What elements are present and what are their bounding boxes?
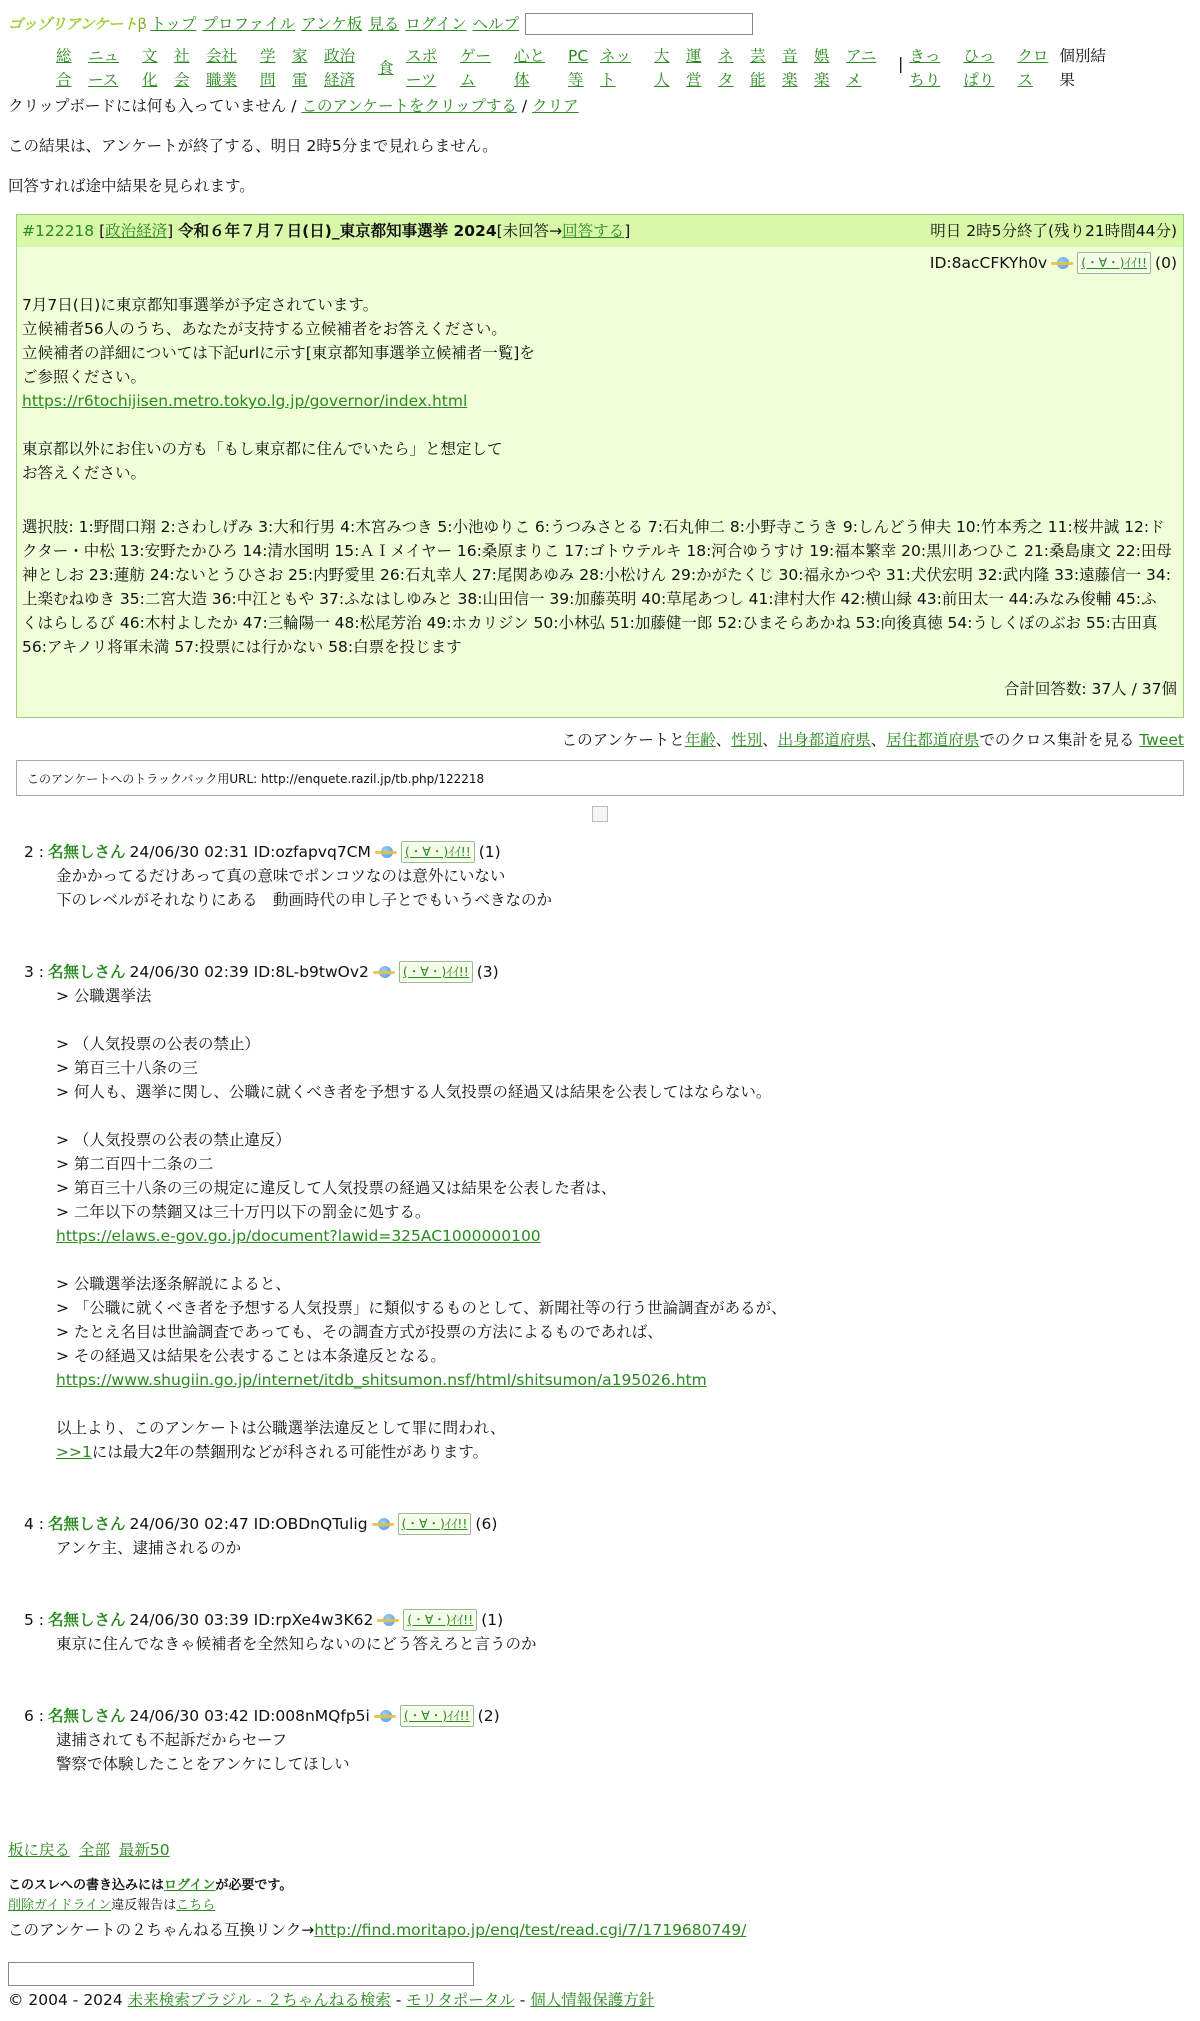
category-link[interactable]: ひっぱり [963, 47, 995, 89]
survey-status-prefix: [未回答→ [496, 222, 563, 240]
category-item [963, 44, 1007, 92]
survey-header: #122218 [政治経済] 令和６年７月７日(日)_東京都知事選挙 2024[未回答→回答する] 明日 2時5分終了(残り21時間44分) [17, 215, 1183, 247]
category-link[interactable]: クロス [1017, 47, 1049, 89]
credit-link-privacy[interactable]: 個人情報保護方針 [530, 1991, 655, 2009]
clipboard-line [8, 94, 579, 118]
category-link[interactable]: 社会 [174, 47, 190, 89]
survey-author-id: ID:8acCFKYh0v [929, 254, 1048, 272]
ii-button-label[interactable]: (・∀・)ｲｲ!! [403, 1708, 470, 1723]
trackback-url-box: このアンケートへのトラックバック用URL: http://enquete.razil.jp/tb.php/122218 [16, 760, 1184, 796]
response-number: 4 : [24, 1515, 45, 1533]
ii-count: (1) [478, 843, 501, 861]
cross-birthplace-link[interactable]: 出身都道府県 [777, 731, 871, 749]
response-number: 3 : [24, 963, 45, 981]
response-header [24, 840, 1174, 864]
nav-view-link[interactable]: 見る [368, 15, 400, 33]
category-item [568, 44, 590, 92]
report-prefix: 違反報告は [111, 1898, 177, 1913]
globe-icon [374, 1710, 396, 1722]
category-item [909, 44, 953, 92]
globe-icon [373, 966, 395, 978]
response-author: 名無しさん [48, 1707, 126, 1725]
survey-choices: 選択肢: 1:野間口翔 2:さわしげみ 3:大和行男 4:木宮みつき 5:小池ゆりこ 6:うつみさとる 7:石丸伸二 8:小野寺こうき 9:しんどう伸夫 10:竹本秀之 11:桜井誠 12:ドクター・中松 13:安野たかひろ 14:清水国明 15:ＡＩメイヤー 16:桑原まりこ 17:ゴトウテルキ 18:河合ゆうすけ 19:福本繁幸 20:黒川あつひこ 21:桑島康文 22:田母神としお 23:蓮舫 24:ないとうひさお 25:内野愛里 26:石丸幸人 27:尾関あゆみ 28:小松けん 29:かがたくじ 30:福永かつや 31:犬伏宏明 32:武内隆 33:遠藤信一 34:上楽むねゆき 35:二宮大造 36:中江ともや 37:ふなはしゆみと 38:山田信一 39:加藤英明 40:草尾あつし 41:津村大作 42:横山緑 43:前田太一 44:みなみ俊輔 45:ふくはらしるび 46:木村よしたか 47:三輪陽一 48:松尾芳治 49:ホカリジン 50:小林弘 51:加藤健一郎 52:ひまそらあかね 53:向後真徳 54:うしくぼのぶお 55:古田真 56:アキノリ将軍未満 57:投票には行かない 58:白票を投じます [22, 518, 1172, 656]
survey-box [16, 214, 1184, 718]
response-item [24, 960, 1174, 1464]
response-line: > （人気投票の公表の禁止） [56, 1035, 260, 1053]
answer-link[interactable]: 回答する [562, 222, 625, 240]
globe-icon [1051, 257, 1073, 269]
category-link[interactable]: PC等 [568, 47, 589, 89]
response-item [24, 1608, 1174, 1656]
category-link[interactable]: ネタ [718, 47, 734, 89]
response-number: 6 : [24, 1707, 45, 1725]
category-link[interactable]: きっちり [909, 47, 941, 89]
response-line: > （人気投票の公表の禁止違反） [56, 1131, 291, 1149]
category-link[interactable]: ネット [600, 47, 632, 89]
category-link[interactable]: 政治経済 [324, 47, 356, 89]
response-meta: 24/06/30 03:42 ID:008nMQfp5i [129, 1707, 370, 1725]
ii-button[interactable] [399, 961, 473, 983]
response-body [56, 984, 1174, 1464]
category-link[interactable]: 食 [378, 59, 394, 77]
survey-category-link[interactable]: 政治経済 [105, 222, 168, 240]
category-item: 個別結果 [1059, 47, 1106, 89]
globe-icon [372, 1518, 394, 1530]
tweet-link[interactable]: Tweet [1139, 731, 1184, 749]
footer-login-link[interactable]: ログイン [164, 1878, 216, 1893]
response-body [56, 1632, 1174, 1656]
ii-button[interactable] [400, 1705, 474, 1727]
response-line: > 公職選挙法逐条解説によると、 [56, 1275, 291, 1293]
category-link[interactable]: ニュース [88, 47, 120, 89]
category-link[interactable]: 運営 [686, 47, 702, 89]
survey-deadline: 明日 2時5分終了(残り21時間44分) [930, 222, 1177, 240]
category-item [750, 44, 772, 92]
category-link[interactable]: スポーツ [406, 47, 438, 89]
response-line: > その経過又は結果を公表することは本条違反となる。 [56, 1347, 446, 1365]
compat-prefix: このアンケートの２ちゃんねる互換リンク→ [8, 1921, 315, 1939]
search-input[interactable] [525, 13, 753, 35]
response-line: 東京に住んでなきゃ候補者を全然知らないのにどう答えろと言うのか [56, 1635, 537, 1653]
survey-status-suffix: ] [624, 222, 631, 240]
globe-icon [377, 1614, 399, 1626]
category-item [514, 44, 558, 92]
category-item [292, 44, 314, 92]
category-link[interactable]: 芸能 [750, 47, 766, 89]
category-link[interactable]: アニメ [846, 47, 877, 89]
cross-gender-link[interactable]: 性別 [731, 731, 763, 749]
compat-link[interactable]: http://find.moritapo.jp/enq/test/read.cgi/7/1719680749/ [314, 1921, 747, 1939]
cross-tab-suffix: でのクロス集計を見る [979, 731, 1135, 749]
category-link[interactable]: 学問 [260, 47, 276, 89]
response-line: 以上より、このアンケートは公職選挙法違反として罪に問われ、 [56, 1419, 506, 1437]
guideline-line [8, 1896, 215, 1916]
response-url-link[interactable]: https://www.shugiin.go.jp/internet/itdb_shitsumon.nsf/html/shitsumon/a195026.htm [56, 1371, 707, 1389]
nav-top-link[interactable]: トップ [150, 15, 197, 33]
login-required-prefix: このスレへの書き込みには [8, 1878, 165, 1893]
response-line [56, 1248, 1174, 1272]
survey-number: #122218 [22, 222, 95, 240]
response-header [24, 960, 1174, 984]
response-line: 金かかってるだけあって真の意味でポンコツなのは意外にいない [56, 867, 506, 885]
response-text: には最大2年の禁錮刑などが科される可能性があります。 [91, 1443, 488, 1461]
ii-button[interactable] [1077, 252, 1151, 274]
response-item [24, 840, 1174, 912]
category-item [846, 44, 890, 92]
response-line: 逮捕されても不起訴だからセーフ [56, 1731, 288, 1749]
response-header [24, 1704, 1174, 1728]
category-link[interactable]: 家電 [292, 47, 308, 89]
ii-button-label[interactable]: (・∀・)ｲｲ!! [1081, 255, 1148, 270]
ii-count: (3) [476, 963, 499, 981]
clip-survey-link[interactable]: このアンケートをクリップする [301, 97, 517, 115]
all-responses-link[interactable]: 全部 [78, 1841, 110, 1859]
category-item [56, 44, 78, 92]
description-line: 7月7日(日)に東京都知事選挙が予定されています。 [22, 296, 379, 314]
description-line: 立候補者の詳細については下記urlに示す[東京都知事選挙立候補者一覧]を [22, 344, 535, 362]
ii-button[interactable] [398, 1513, 472, 1535]
credit-sep: - [395, 1991, 402, 2009]
description-line: 東京都以外にお住いの方も「もし東京都に住んでいたら」と想定して [22, 440, 503, 458]
category-link[interactable]: 娯楽 [814, 47, 830, 89]
response-url-link[interactable]: https://elaws.e-gov.go.jp/document?lawid=325AC1000000100 [56, 1227, 541, 1245]
ii-button-label[interactable]: (・∀・)ｲｲ!! [404, 844, 471, 859]
response-line [56, 1224, 1174, 1248]
response-line: アンケ主、逮捕されるのか [56, 1539, 242, 1557]
category-item [260, 44, 282, 92]
cross-sep: 、 [870, 731, 887, 749]
response-meta: 24/06/30 03:39 ID:rpXe4w3K62 [129, 1611, 374, 1629]
ii-button-label[interactable]: (・∀・)ｲｲ!! [402, 964, 469, 979]
response-line: > 「公職に就くべき者を予想する人気投票」に類似するものとして、新聞社等の行う世論調査があるが、 [56, 1299, 787, 1317]
response-line [56, 1440, 1174, 1464]
category-item [686, 44, 708, 92]
ii-button[interactable] [401, 841, 475, 863]
category-link[interactable]: 音楽 [782, 47, 798, 89]
compat-link-line [8, 1918, 746, 1942]
response-number: 5 : [24, 1611, 45, 1629]
response-line [56, 1368, 1174, 1392]
cross-tab-line [562, 728, 1184, 752]
category-item [174, 44, 196, 92]
category-item [88, 44, 132, 92]
response-line [56, 1104, 1174, 1128]
category-link[interactable]: 心と体 [514, 47, 546, 89]
category-link[interactable]: 会社職業 [206, 47, 238, 89]
response-line: 警察で体験したことをアンケにしてほしい [56, 1755, 350, 1773]
nav-login-link[interactable]: ログイン [405, 15, 467, 33]
category-link[interactable]: 大人 [654, 47, 670, 89]
response-meta: 24/06/30 02:39 ID:8L-b9twOv2 [129, 963, 369, 981]
response-author: 名無しさん [48, 963, 126, 981]
login-required-suffix: が必要です。 [215, 1878, 293, 1893]
candidate-list-url[interactable]: https://r6tochijisen.metro.tokyo.lg.jp/governor/index.html [22, 392, 468, 410]
category-item [1017, 44, 1049, 92]
credit-link-search[interactable]: 未来検索ブラジル - ２ちゃんねる検索 [127, 1991, 391, 2009]
cross-sep: 、 [715, 731, 732, 749]
category-item [406, 44, 450, 92]
response-header [24, 1608, 1174, 1632]
survey-description [22, 293, 1172, 485]
description-line: 立候補者56人のうち、あなたが支持する立候補者をお答えください。 [22, 320, 507, 338]
response-line [56, 1008, 1174, 1032]
nav-help-link[interactable]: ヘルプ [472, 15, 519, 33]
response-line: > 二年以下の禁錮又は三十万円以下の罰金に処する。 [56, 1203, 431, 1221]
response-line: > 第百三十八条の三 [56, 1059, 198, 1077]
top-nav [8, 10, 753, 38]
clipboard-status: クリップボードには何も入っていません / [8, 97, 297, 115]
description-line: ご参照ください。 [22, 368, 147, 386]
total-answers: 合計回答数: 37人 / 37個 [1003, 680, 1177, 698]
category-item [814, 44, 836, 92]
ii-count: (2) [477, 1707, 500, 1725]
report-link[interactable]: こちら [176, 1898, 216, 1913]
response-meta: 24/06/30 02:47 ID:OBDnQTulig [129, 1515, 368, 1533]
category-nav [56, 44, 1129, 92]
broken-image-icon [592, 806, 608, 822]
response-number: 2 : [24, 843, 45, 861]
response-item [24, 1512, 1174, 1560]
credit-link-portal[interactable]: モリタポータル [406, 1991, 515, 2009]
survey-title: 令和６年７月７日(日)_東京都知事選挙 2024 [178, 222, 497, 240]
response-line: 下のレベルがそれなりにある 動画時代の申し子とでもいうべきなのか [56, 891, 553, 909]
category-item [460, 44, 504, 92]
category-item [206, 44, 250, 92]
response-header [24, 1512, 1174, 1536]
response-line: > 第百三十八条の三の規定に違反して人気投票の経過又は結果を公表した者は、 [56, 1179, 617, 1197]
response-author: 名無しさん [48, 1515, 126, 1533]
footer-search-input[interactable] [8, 1962, 474, 1986]
survey-author-line [930, 251, 1177, 275]
category-item [782, 44, 804, 92]
site-logo[interactable]: ゴッゾリアンケートβ [8, 15, 147, 33]
response-author: 名無しさん [48, 1611, 126, 1629]
description-line: お答えください。 [22, 464, 147, 482]
category-item [324, 44, 368, 92]
response-line [56, 1392, 1174, 1416]
delete-guideline-link[interactable]: 削除ガイドライン [8, 1898, 112, 1913]
answer-notice: 回答すれば途中結果を見られます。 [8, 177, 255, 195]
category-item [378, 44, 396, 92]
response-line: > 公職選挙法 [56, 987, 152, 1005]
category-link[interactable]: 総合 [56, 47, 72, 89]
response-line: > たとえ名目は世論調査であっても、その調査方式が投票の方法によるものであれば、 [56, 1323, 663, 1341]
globe-icon [375, 846, 397, 858]
back-to-board-link[interactable]: 板に戻る [8, 1841, 71, 1859]
cross-tab-prefix: このアンケートと [561, 731, 685, 749]
ii-count: (1) [481, 1611, 504, 1629]
nav-board-link[interactable]: アンケ板 [301, 15, 363, 33]
ii-count: (6) [475, 1515, 498, 1533]
category-separator: | [898, 54, 904, 73]
response-author: 名無しさん [48, 843, 126, 861]
result-availability-notice: この結果は、アンケートが終了する、明日 2時5分まで見れらません。 [8, 137, 498, 155]
clear-clipboard-link[interactable]: クリア [532, 97, 579, 115]
category-item [142, 44, 164, 92]
response-line: > 第二百四十二条の二 [56, 1155, 214, 1173]
response-body [56, 1728, 1174, 1776]
clipboard-sep: / [521, 97, 528, 115]
ii-button[interactable] [403, 1609, 477, 1631]
anchor-link[interactable]: >>1 [56, 1443, 92, 1461]
latest-50-link[interactable]: 最新50 [118, 1841, 170, 1859]
footer-nav [8, 1838, 174, 1862]
cross-residence-link[interactable]: 居住都道府県 [886, 731, 980, 749]
response-meta: 24/06/30 02:31 ID:ozfapvq7CM [129, 843, 371, 861]
category-item [654, 44, 676, 92]
cross-sep: 、 [762, 731, 778, 749]
category-item [718, 44, 740, 92]
cross-age-link[interactable]: 年齢 [684, 731, 716, 749]
category-item [600, 44, 644, 92]
response-body [56, 864, 1174, 912]
nav-profile-link[interactable]: プロファイル [202, 15, 296, 33]
credit-sep: - [519, 1991, 526, 2009]
response-item [24, 1704, 1174, 1776]
category-link[interactable]: 文化 [142, 47, 158, 89]
ii-button-label[interactable]: (・∀・)ｲｲ!! [407, 1612, 474, 1627]
login-required-notice [8, 1876, 292, 1896]
response-line: > 何人も、選挙に関し、公職に就くべき者を予想する人気投票の経過又は結果を公表してはならない。 [56, 1083, 772, 1101]
response-body [56, 1536, 1174, 1560]
ii-count: (0) [1155, 254, 1177, 272]
category-link[interactable]: ゲーム [460, 47, 492, 89]
copyright-text: © 2004 - 2024 [8, 1991, 123, 2009]
ii-button-label[interactable]: (・∀・)ｲｲ!! [401, 1516, 468, 1531]
copyright-line [8, 1988, 654, 2012]
